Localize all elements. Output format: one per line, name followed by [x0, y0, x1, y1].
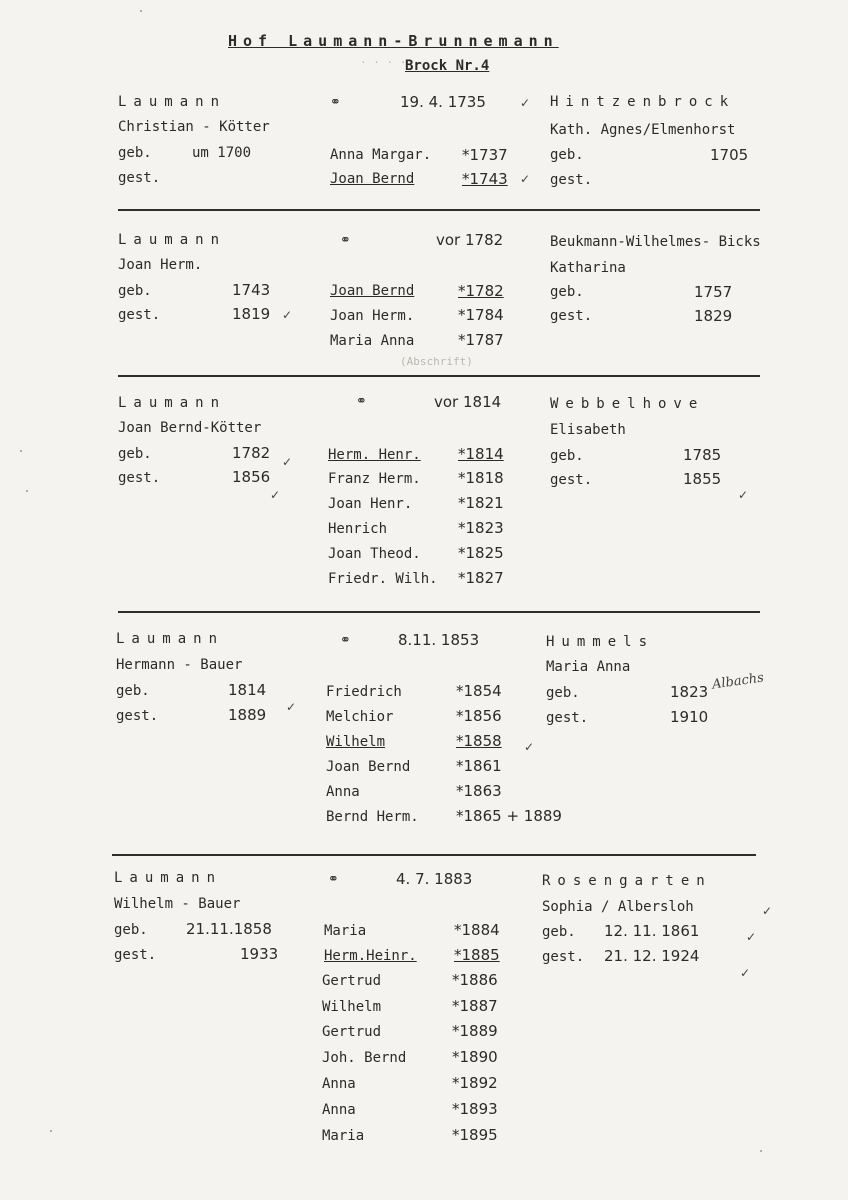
section2-child-name: Joan Herm. [330, 308, 415, 324]
section1-wife-born-label: geb. [550, 147, 584, 163]
check-mark-icon: ✓ [740, 966, 751, 980]
section4-child-birth: *1854 [456, 682, 502, 700]
section3-child-name: Joan Theod. [328, 546, 421, 562]
section3-child-birth: *1823 [458, 519, 504, 537]
section5-child-birth: *1884 [454, 921, 500, 939]
section2-child-birth: *1787 [458, 331, 504, 349]
section2-husband-born: 1743 [232, 281, 271, 299]
section5-child-birth: *1893 [452, 1100, 498, 1118]
section1-child-birth: *1743 [462, 170, 508, 188]
section3-wife-died: 1855 [683, 470, 722, 488]
scan-speck [20, 450, 22, 452]
section4-husband-died: 1889 [228, 706, 267, 724]
check-mark-icon: ✓ [286, 700, 297, 714]
section2-husband-born-label: geb. [118, 283, 152, 299]
section5-child-name: Herm.Heinr. [324, 948, 417, 964]
section2-husband-died-label: gest. [118, 307, 161, 323]
section-divider [118, 375, 760, 377]
section5-child-name: Maria [322, 1128, 365, 1144]
section4-husband-died-label: gest. [116, 708, 159, 724]
section5-child-name: Anna [322, 1076, 356, 1092]
section3-husband-name: Joan Bernd-Kötter [118, 420, 262, 436]
scan-speck [140, 10, 142, 12]
section1-marriage-date: 19. 4. 1735 [400, 93, 486, 111]
section1-husband-name: Christian - Kötter [118, 119, 270, 135]
section5-child-birth: *1889 [452, 1022, 498, 1040]
section3-wife-born-label: geb. [550, 448, 584, 464]
section2-wife-born: 1757 [694, 283, 733, 301]
section3-husband-died: 1856 [232, 468, 271, 486]
section4-child-name: Friedrich [326, 684, 402, 700]
section-divider [118, 611, 760, 613]
section4-wife-died: 1910 [670, 708, 709, 726]
section2-husband-died: 1819 [232, 305, 271, 323]
section3-wife-died-label: gest. [550, 472, 593, 488]
check-mark-icon: ✓ [746, 930, 757, 944]
section2-wife-died: 1829 [694, 307, 733, 325]
check-mark-icon: ✓ [282, 455, 293, 469]
check-mark-icon: ✓ [738, 488, 749, 502]
section3-husband-surname: Laumann [118, 395, 227, 411]
section5-wife-born-label: geb. [542, 924, 576, 940]
section3-marriage-symbol: ⚭ [356, 394, 367, 409]
section3-husband-born-label: geb. [118, 446, 152, 462]
section1-husband-died-label: gest. [118, 170, 161, 186]
section2-marriage-date: vor 1782 [436, 231, 504, 249]
section2-wife-died-label: gest. [550, 308, 593, 324]
section5-wife-born: 12. 11. 1861 [604, 922, 700, 940]
section5-marriage-symbol: ⚭ [328, 872, 339, 887]
section5-child-birth: *1887 [452, 997, 498, 1015]
section4-husband-surname: Laumann [116, 631, 225, 647]
section4-husband-born-label: geb. [116, 683, 150, 699]
section5-wife-name: Sophia / Albersloh [542, 899, 694, 915]
section5-wife-died-label: gest. [542, 949, 585, 965]
section3-husband-died-label: gest. [118, 470, 161, 486]
section2-child-name: Maria Anna [330, 333, 415, 349]
section3-child-birth: *1827 [458, 569, 504, 587]
section4-husband-name: Hermann - Bauer [116, 657, 243, 673]
section1-wife-born: 1705 [710, 146, 749, 164]
section2-note: (Abschrift) [400, 355, 473, 368]
section3-child-birth: *1821 [458, 494, 504, 512]
section3-child-birth: *1818 [458, 469, 504, 487]
section3-wife-born: 1785 [683, 446, 722, 464]
check-mark-icon: ✓ [762, 904, 773, 918]
section5-husband-born-label: geb. [114, 922, 148, 938]
section1-wife-name: Kath. Agnes/Elmenhorst [550, 122, 736, 138]
section2-marriage-symbol: ⚭ [340, 233, 351, 248]
section1-wife-died-label: gest. [550, 172, 593, 188]
section5-child-name: Anna [322, 1102, 356, 1118]
section2-child-name: Joan Bernd [330, 283, 415, 299]
section5-child-birth: *1895 [452, 1126, 498, 1144]
section4-wife-surname: Hummels [546, 634, 655, 650]
section5-husband-name: Wilhelm - Bauer [114, 896, 241, 912]
check-mark-icon: ✓ [524, 740, 535, 754]
section4-child-name: Wilhelm [326, 734, 386, 750]
section5-child-name: Gertrud [322, 1024, 382, 1040]
section4-wife-born: 1823 [670, 683, 709, 701]
section3-child-name: Joan Henr. [328, 496, 413, 512]
section4-child-birth: *1865 + 1889 [456, 807, 562, 825]
section1-child-name: Anna Margar. [330, 147, 432, 163]
section2-child-birth: *1782 [458, 282, 504, 300]
section2-husband-surname: Laumann [118, 232, 227, 248]
section5-husband-died: 1933 [240, 945, 279, 963]
section5-husband-died-label: gest. [114, 947, 157, 963]
section3-wife-name: Elisabeth [550, 422, 626, 438]
section5-husband-surname: Laumann [114, 870, 223, 886]
section5-child-name: Maria [324, 923, 367, 939]
section4-marriage-date: 8.11. 1853 [398, 631, 480, 649]
section4-husband-born: 1814 [228, 681, 267, 699]
section1-husband-born-label: geb. [118, 145, 152, 161]
section4-child-name: Melchior [326, 709, 394, 725]
section5-child-birth: *1892 [452, 1074, 498, 1092]
section5-child-name: Wilhelm [322, 999, 382, 1015]
section5-child-birth: *1890 [452, 1048, 498, 1066]
section1-marriage-symbol: ⚭ [330, 95, 341, 110]
section-divider [118, 209, 760, 211]
section4-child-name: Bernd Herm. [326, 809, 419, 825]
section4-wife-born-label: geb. [546, 685, 580, 701]
section5-child-name: Gertrud [322, 973, 382, 989]
section1-child-name: Joan Bernd [330, 171, 415, 187]
section4-wife-name: Maria Anna [546, 659, 631, 675]
scan-speck [26, 490, 28, 492]
section3-child-name: Friedr. Wilh. [328, 571, 438, 587]
section2-husband-name: Joan Herm. [118, 257, 203, 273]
section3-child-birth: *1814 [458, 445, 504, 463]
page-title: Hof Laumann-Brunnemann [228, 32, 559, 50]
check-mark-icon: ✓ [282, 308, 293, 322]
section4-child-birth: *1861 [456, 757, 502, 775]
section1-husband-surname: Laumann [118, 94, 227, 110]
section3-wife-surname: Webbelhove [550, 396, 705, 412]
section3-child-name: Henrich [328, 521, 388, 537]
section-divider [112, 854, 756, 856]
section5-husband-born: 21.11.1858 [186, 920, 272, 938]
check-mark-icon: ✓ [520, 172, 531, 186]
section5-marriage-date: 4. 7. 1883 [396, 870, 473, 888]
page-subtitle: Brock Nr.4 [405, 58, 490, 74]
section4-wife-note: Albachs [711, 670, 765, 693]
section1-husband-born: um 1700 [192, 145, 252, 161]
section4-child-name: Joan Bernd [326, 759, 411, 775]
section4-child-birth: *1863 [456, 782, 502, 800]
section1-child-birth: *1737 [462, 146, 508, 164]
check-mark-icon: ✓ [520, 96, 531, 110]
section4-child-birth: *1858 [456, 732, 502, 750]
scan-speck [760, 1150, 762, 1152]
section2-child-birth: *1784 [458, 306, 504, 324]
section2-wife-born-label: geb. [550, 284, 584, 300]
section4-child-name: Anna [326, 784, 360, 800]
scan-speck [50, 1130, 52, 1132]
section3-child-birth: *1825 [458, 544, 504, 562]
section3-husband-born: 1782 [232, 444, 271, 462]
section4-wife-died-label: gest. [546, 710, 589, 726]
bleed-through-mark: · · · · [360, 56, 407, 69]
section5-wife-surname: Rosengarten [542, 873, 712, 889]
section4-marriage-symbol: ⚭ [340, 633, 351, 648]
section4-child-birth: *1856 [456, 707, 502, 725]
section5-child-birth: *1885 [454, 946, 500, 964]
section2-wife-name: Katharina [550, 260, 626, 276]
check-mark-icon: ✓ [270, 488, 281, 502]
section3-marriage-date: vor 1814 [434, 393, 502, 411]
section5-child-birth: *1886 [452, 971, 498, 989]
section3-child-name: Herm. Henr. [328, 447, 421, 463]
section5-child-name: Joh. Bernd [322, 1050, 407, 1066]
section3-child-name: Franz Herm. [328, 471, 421, 487]
section2-wife-surname: Beukmann-Wilhelmes- Bicks [550, 234, 761, 250]
section1-wife-surname: Hintzenbrock [550, 94, 736, 110]
section5-wife-died: 21. 12. 1924 [604, 947, 700, 965]
